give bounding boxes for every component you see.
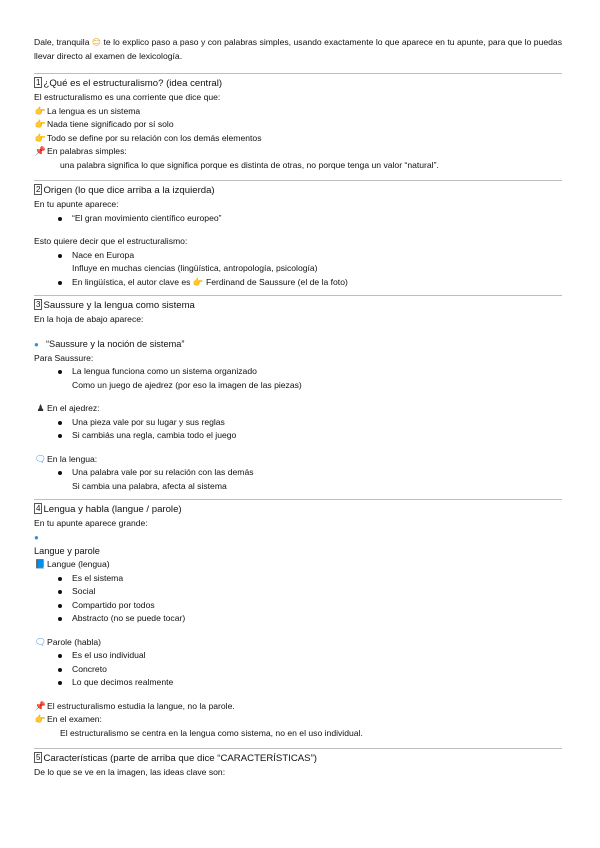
language-label: 🗨En la lengua: [34, 453, 562, 467]
document-page [34, 35, 562, 780]
intro-paragraph [34, 35, 562, 63]
list-item: Si cambiás una regla, cambia todo el juego [56, 429, 562, 443]
exam-label: 👉En el examen: [34, 713, 562, 727]
langue-label: 📘Langue (lengua) [34, 558, 562, 572]
list-item: Abstracto (no se puede tocar) [56, 612, 562, 626]
section-divider [34, 295, 562, 296]
section-3 [34, 295, 562, 497]
section-4-title: 4 Lengua y habla (langue / parole) [36, 504, 182, 515]
point-item: 👉Nada tiene significado por sí solo [34, 118, 562, 132]
speech-bubble-icon: 🗨 [34, 636, 47, 647]
section-2 [34, 180, 562, 293]
list-item: La lengua funciona como un sistema organizado [56, 365, 562, 379]
bullet-list [34, 466, 562, 480]
simple-words-text: una palabra significa lo que significa porque es distinta de otras, no porque tenga un valor “natural”. [60, 159, 439, 170]
smile-emoji-icon: 😊 [91, 37, 102, 47]
subtitle: ● “Saussure y la noción de sistema” [34, 337, 562, 352]
section-3-title: 3 Saussure y la lengua como sistema [36, 300, 195, 311]
section-3-lead: En la hoja de abajo aparece: [34, 314, 144, 324]
blue-book-icon: 📘 [34, 559, 47, 569]
list-item: Una pieza vale por su lugar y sus reglas [56, 416, 562, 430]
pushpin-icon: 📌 [34, 146, 47, 156]
bullet-list [34, 416, 562, 443]
bullet-list [34, 572, 562, 626]
list-item-continuation: Influye en muchas ciencias (lingüística, antropología, psicología) [72, 263, 318, 273]
list-item: En lingüística, el autor clave es 👉 Ferdinand de Saussure (el de la foto) [56, 276, 562, 290]
point-item: 👉La lengua es un sistema [34, 105, 562, 119]
list-item: Nace en Europa [56, 249, 562, 263]
list-item: “El gran movimiento científico europeo” [56, 212, 562, 226]
section-2-lead: En tu apunte aparece: [34, 199, 119, 209]
section-2-lead-2: Esto quiere decir que el estructuralismo: [34, 236, 188, 246]
chess-pawn-icon: ♟ [36, 403, 45, 413]
bullet-list [34, 249, 562, 263]
list-item-continuation: Si cambia una palabra, afecta al sistema [72, 480, 227, 491]
pointing-hand-icon: 👉 [34, 105, 47, 116]
langue-parole-heading: Langue y parole [34, 546, 100, 556]
parole-label: 🗨Parole (habla) [34, 636, 562, 650]
list-item: Es el uso individual [56, 649, 562, 663]
section-4-lead: En tu apunte aparece grande: [34, 518, 148, 528]
section-divider [34, 180, 562, 181]
pushpin-icon: 📌 [34, 700, 47, 711]
list-item: Lo que decimos realmente [56, 676, 562, 690]
intro-text-start: Dale, tranquila [34, 37, 92, 47]
bullet-list [34, 649, 562, 690]
chess-label: ♟ En el ajedrez: [34, 402, 562, 416]
list-item: Compartido por todos [56, 599, 562, 613]
small-blue-dot-icon: ● [34, 339, 39, 349]
bullet-list [34, 365, 562, 379]
list-item: Una palabra vale por su relación con las demás [56, 466, 562, 480]
list-item: Concreto [56, 663, 562, 677]
small-blue-dot-icon: ● [34, 532, 39, 542]
intro-text-end: te lo explico paso a paso y con palabras simples, usando exactamente lo que aparece en tu apunte, para que lo puedas llevar directo al examen de lexicología. [34, 37, 562, 61]
section-4 [34, 499, 562, 746]
simple-words-label: 📌En palabras simples: [34, 145, 562, 159]
section-2-title: 2 Origen (lo que dice arriba a la izquierda) [36, 185, 215, 196]
list-item: Social [56, 585, 562, 599]
point-item: 👉Todo se define por su relación con los demás elementos [34, 132, 562, 146]
section-1 [34, 73, 562, 178]
section-1-title: 1 ¿Qué es el estructuralismo? (idea central) [36, 78, 223, 89]
bullet-list [34, 276, 562, 290]
pointing-hand-icon: 👉 [192, 276, 204, 287]
bullet-list [34, 212, 562, 226]
number-box-icon: 4 [36, 504, 41, 513]
number-box-icon: 1 [36, 78, 41, 87]
list-item-continuation: Como un juego de ajedrez (por eso la imagen de las piezas) [72, 379, 302, 390]
speech-bubble-icon: 🗨 [34, 453, 47, 464]
blue-dot-line [34, 531, 562, 545]
pointing-hand-icon: 👉 [34, 119, 47, 129]
section-1-lead: El estructuralismo es una corriente que dice que: [34, 92, 221, 102]
section-5-title: 5 Características (parte de arriba que dice “CARACTERÍSTICAS”) [36, 753, 317, 764]
number-box-icon: 5 [36, 753, 41, 762]
para-label: Para Saussure: [34, 352, 94, 363]
langue-note: 📌El estructuralismo estudia la langue, no la parole. [34, 700, 562, 714]
section-divider [34, 73, 562, 74]
exam-text: El estructuralismo se centra en la lengua como sistema, no en el uso individual. [60, 727, 363, 738]
list-item: Es el sistema [56, 572, 562, 586]
section-divider [34, 499, 562, 500]
section-5-lead: De lo que se ve en la imagen, las ideas clave son: [34, 767, 226, 777]
number-box-icon: 2 [36, 185, 41, 194]
pointing-hand-icon: 👉 [34, 714, 47, 724]
section-divider [34, 748, 562, 749]
section-5 [34, 748, 562, 780]
pointing-hand-icon: 👉 [34, 132, 47, 143]
number-box-icon: 3 [36, 300, 41, 309]
